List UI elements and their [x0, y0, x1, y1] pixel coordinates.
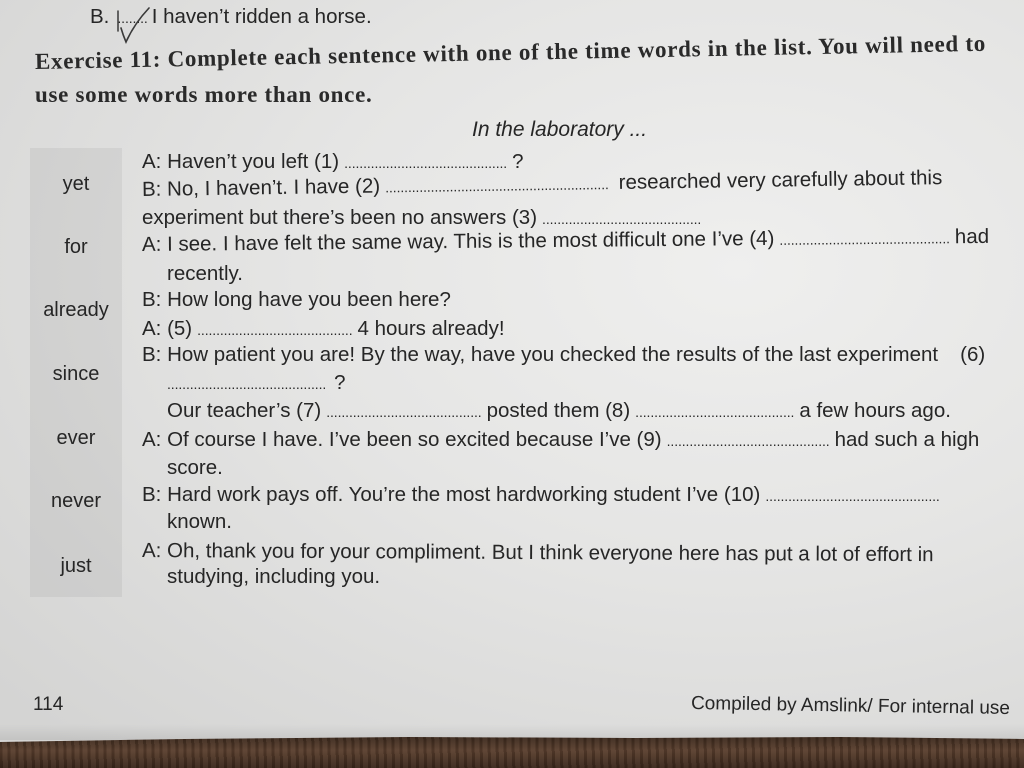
dialogue-text: known. [167, 510, 232, 533]
dialogue-text: a few hours ago. [799, 399, 951, 422]
blank-3: .......................................... [542, 211, 702, 227]
blank-number: (6) [960, 343, 986, 366]
dialogue-line [167, 262, 243, 286]
blank-10: .............................................. [765, 488, 940, 504]
word-list-item: never [50, 490, 102, 512]
word-list-item: yet [62, 173, 90, 195]
blank-1: ........................................... [344, 155, 508, 171]
answer-blank: ........ [117, 10, 148, 26]
word-list-item: just [60, 555, 92, 577]
blank-4: ............................................. [779, 230, 950, 248]
word-list [30, 148, 122, 597]
dialogue-text: studying, including you. [167, 565, 381, 588]
item-label: B. [90, 5, 110, 28]
dialogue-text: A: Of course I have. I’ve been so excited because I’ve (9) [142, 428, 662, 451]
dialogue-line [167, 565, 380, 589]
dialogue-text: had [954, 224, 990, 249]
blank-6: .......................................... [167, 376, 327, 392]
dialogue-text: A: Haven’t you left (1) [142, 150, 340, 173]
dialogue-text: ? [334, 371, 346, 394]
dialogue-line [142, 539, 934, 567]
dialogue-text: recently. [167, 262, 243, 285]
dialogue-text: researched very carefully about this [618, 166, 943, 194]
word-list-item: since [52, 363, 100, 385]
dialogue-line [142, 317, 505, 342]
dialogue-text: Our teacher’s (7) [167, 399, 322, 422]
dialogue-text: B: How long have you been here? [142, 288, 451, 311]
checkmark-icon [110, 2, 152, 46]
dialogue-context: In the laboratory ... [472, 118, 648, 141]
blank-7: ......................................... [326, 404, 482, 420]
dialogue-line [142, 428, 979, 453]
dialogue-text: 4 hours already! [357, 317, 505, 340]
dialogue-line [167, 510, 232, 534]
dialogue-text: A: Oh, thank you for your compliment. But I think everyone here has put a lot of effort in [141, 539, 934, 567]
dialogue-text: had such a high [834, 428, 980, 451]
exercise-title: Exercise 11: Complete each sentence with one of the time words in the list. You will need to [34, 30, 987, 74]
dialogue-text: ? [512, 150, 524, 173]
dialogue-text: posted them (8) [486, 399, 631, 422]
dialogue-line [167, 371, 346, 396]
dialogue-line [142, 343, 985, 367]
word-list-item: already [43, 299, 109, 321]
dialogue-line [142, 206, 701, 231]
dialogue-text: score. [167, 456, 223, 479]
blank-5: ......................................... [197, 322, 353, 338]
word-list-item: for [64, 236, 88, 258]
dialogue-line [142, 150, 524, 175]
desk-surface [0, 736, 1024, 768]
dialogue-line [167, 456, 223, 480]
blank-8: .......................................... [635, 404, 795, 420]
dialogue-text: experiment but there’s been no answers (3) [142, 206, 538, 229]
exercise-title-continued: use some words more than once. [35, 82, 373, 107]
dialogue-text: B: Hard work pays off. You’re the most hardworking student I’ve (10) [142, 483, 761, 506]
item-sentence: I haven’t ridden a horse. [151, 5, 372, 28]
page-number: 114 [33, 694, 64, 715]
blank-9: ........................................... [666, 433, 830, 449]
dialogue-text: A: (5) [142, 317, 193, 340]
dialogue-text: A: I see. I have felt the same way. This is the most difficult one I’ve (4) [141, 226, 775, 256]
dialogue-text: B: How patient you are! By the way, have you checked the results of the last experiment [142, 343, 939, 366]
dialogue-text: B: No, I haven’t. I have (2) [141, 174, 381, 201]
word-list-item: ever [56, 427, 96, 449]
blank-2: ........................................................... [385, 176, 609, 196]
dialogue-line [142, 483, 940, 508]
footer-credit: Compiled by Amslink/ For internal use [690, 692, 1011, 719]
dialogue-line [167, 399, 951, 424]
dialogue-line [142, 288, 451, 312]
